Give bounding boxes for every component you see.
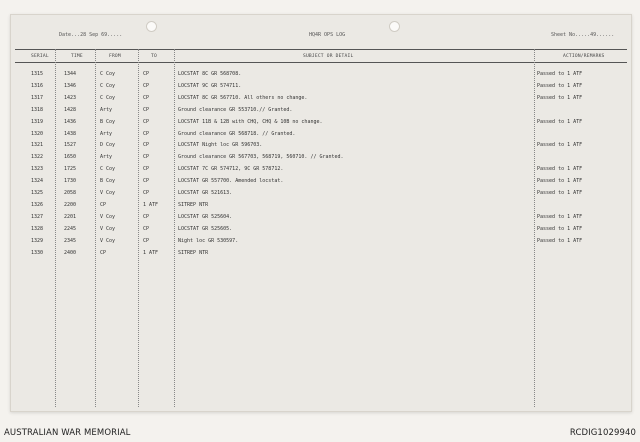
cell-serial: 1329 [31, 237, 44, 244]
cell-from: C Coy [100, 94, 116, 101]
cell-to: CP [143, 106, 150, 113]
cell-time: 2201 [64, 213, 77, 220]
archive-credit: AUSTRALIAN WAR MEMORIAL [4, 428, 131, 438]
cell-action: Passed to 1 ATF [537, 82, 583, 89]
log-row [11, 71, 631, 83]
cell-serial: 1317 [31, 94, 44, 101]
cell-serial: 1324 [31, 178, 44, 185]
cell-time: 1346 [64, 82, 77, 89]
cell-from: B Coy [100, 178, 116, 185]
cell-from: Arty [100, 106, 113, 113]
cell-serial: 1320 [31, 130, 44, 137]
cell-from: C Coy [100, 71, 116, 77]
cell-subject: Ground clearance GR 567703, 568719, 560710. // Granted. [178, 154, 344, 161]
cell-subject: LOCSTAT GR 525605. [178, 225, 233, 232]
cell-action: Passed to 1 ATF [537, 94, 583, 101]
cell-from: C Coy [100, 166, 116, 173]
cell-subject: Ground clearance GR 553710.// Granted. [178, 106, 293, 113]
cell-time: 1438 [64, 130, 77, 137]
cell-to: CP [143, 142, 150, 149]
log-row [11, 190, 631, 202]
cell-to: CP [143, 213, 150, 220]
cell-subject: LOCSTAT 9C GR 574711. [178, 82, 242, 89]
log-row [11, 95, 631, 107]
cell-serial: 1318 [31, 106, 44, 113]
cell-to: CP [143, 130, 150, 137]
cell-from: CP [100, 249, 107, 256]
cell-to: CP [143, 82, 150, 89]
col-to: TO [151, 54, 157, 59]
log-row [11, 178, 631, 190]
cell-action: Passed to 1 ATF [537, 237, 583, 244]
cell-time: 1423 [64, 94, 77, 101]
cell-serial: 1326 [31, 201, 44, 208]
cell-to: CP [143, 118, 150, 125]
log-row [11, 250, 631, 262]
record-id: RCDIG1029940 [569, 428, 636, 438]
cell-serial: 1321 [31, 142, 44, 149]
cell-time: 1730 [64, 178, 77, 185]
cell-serial: 1325 [31, 190, 44, 196]
cell-action: Passed to 1 ATF [537, 166, 583, 173]
cell-to: CP [143, 166, 150, 173]
cell-from: Arty [100, 154, 113, 161]
cell-from: V Coy [100, 190, 116, 196]
log-sheet [10, 14, 632, 412]
cell-to: CP [143, 94, 150, 101]
cell-subject: LOCSTAT GR 525604. [178, 213, 233, 220]
log-row [11, 238, 631, 250]
cell-to: CP [143, 71, 150, 77]
cell-action: Passed to 1 ATF [537, 213, 583, 220]
cell-to: CP [143, 190, 150, 196]
cell-time: 2345 [64, 237, 77, 244]
cell-serial: 1323 [31, 166, 44, 173]
punch-hole [146, 21, 157, 32]
cell-to: CP [143, 225, 150, 232]
sheet-number: Sheet No.....49...... [551, 32, 615, 38]
log-title: HQ4R OPS LOG [309, 32, 346, 38]
cell-subject: LOCSTAT Night loc GR 596703. [178, 142, 263, 149]
header-rule-top [15, 49, 627, 50]
cell-action: Passed to 1 ATF [537, 178, 583, 185]
cell-subject: SITREP NTR [178, 249, 209, 256]
cell-to: 1 ATF [143, 249, 159, 256]
cell-from: CP [100, 201, 107, 208]
cell-serial: 1316 [31, 82, 44, 89]
cell-time: 1428 [64, 106, 77, 113]
cell-time: 1650 [64, 154, 77, 161]
cell-time: 1344 [64, 71, 77, 77]
log-row [11, 166, 631, 178]
cell-subject: LOCSTAT 7C GR 574712, 9C GR 578712. [178, 166, 284, 173]
col-time: TIME [71, 54, 83, 59]
cell-from: C Coy [100, 82, 116, 89]
col-from: FROM [109, 54, 121, 59]
cell-serial: 1330 [31, 249, 44, 256]
cell-subject: SITREP NTR [178, 201, 209, 208]
log-row [11, 107, 631, 119]
cell-action: Passed to 1 ATF [537, 190, 583, 196]
date-label: Date...28 Sep 69..... [59, 32, 123, 38]
log-row [11, 83, 631, 95]
cell-time: 2200 [64, 201, 77, 208]
cell-time: 2245 [64, 225, 77, 232]
cell-from: V Coy [100, 237, 116, 244]
log-row [11, 119, 631, 131]
log-row [11, 214, 631, 226]
cell-action: Passed to 1 ATF [537, 118, 583, 125]
cell-subject: Ground clearance GR 568718. // Granted. [178, 130, 296, 137]
cell-serial: 1319 [31, 118, 44, 125]
cell-time: 2400 [64, 249, 77, 256]
cell-action: Passed to 1 ATF [537, 142, 583, 149]
log-row [11, 202, 631, 214]
cell-time: 2058 [64, 190, 77, 196]
cell-subject: LOCSTAT GR 557700. Amended locstat. [178, 178, 284, 185]
cell-subject: LOCSTAT GR 521613. [178, 190, 233, 196]
log-row [11, 226, 631, 238]
cell-to: 1 ATF [143, 201, 159, 208]
cell-to: CP [143, 154, 150, 161]
cell-subject: LOCSTAT 8C GR 568708. [178, 71, 242, 77]
cell-serial: 1327 [31, 213, 44, 220]
col-action: ACTION/REMARKS [563, 54, 605, 59]
cell-to: CP [143, 178, 150, 185]
cell-serial: 1322 [31, 154, 44, 161]
cell-to: CP [143, 237, 150, 244]
cell-subject: Night loc GR 530597. [178, 237, 239, 244]
cell-time: 1527 [64, 142, 77, 149]
cell-from: V Coy [100, 213, 116, 220]
cell-from: V Coy [100, 225, 116, 232]
cell-from: D Coy [100, 142, 116, 149]
log-row [11, 131, 631, 143]
log-row [11, 154, 631, 166]
cell-time: 1436 [64, 118, 77, 125]
cell-action: Passed to 1 ATF [537, 225, 583, 232]
header-rule-bottom [15, 62, 627, 63]
col-subject: SUBJECT OR DETAIL [303, 54, 354, 59]
cell-from: Arty [100, 130, 113, 137]
log-row [11, 142, 631, 154]
cell-serial: 1315 [31, 71, 44, 77]
cell-serial: 1328 [31, 225, 44, 232]
cell-time: 1725 [64, 166, 77, 173]
cell-subject: LOCSTAT 11B & 12B with CHQ, CHQ & 10B no change. [178, 118, 323, 125]
cell-subject: LOCSTAT 8C GR 567710. All others no change. [178, 94, 308, 101]
col-serial: SERIAL [31, 54, 49, 59]
cell-from: B Coy [100, 118, 116, 125]
cell-action: Passed to 1 ATF [537, 71, 583, 77]
punch-hole [389, 21, 400, 32]
